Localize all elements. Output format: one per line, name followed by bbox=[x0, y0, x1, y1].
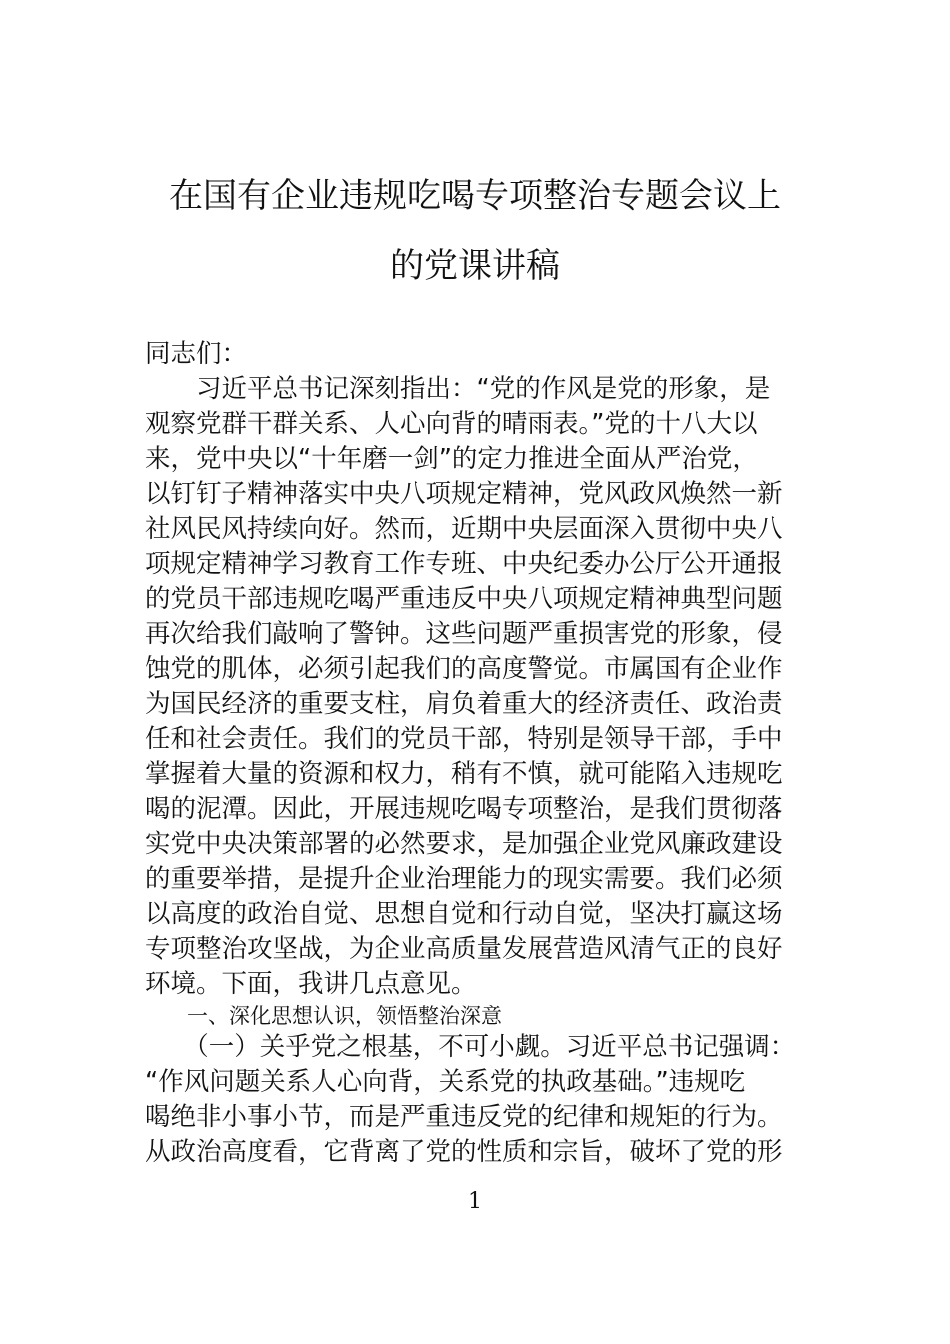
body-line: 任和社会责任。我们的党员干部，特别是领导干部，手中 bbox=[145, 724, 783, 754]
document-title-line-1: 在国有企业违规吃喝专项整治专题会议上 bbox=[169, 176, 781, 216]
body-line: 的党员干部违规吃喝严重违反中央八项规定精神典型问题 bbox=[145, 584, 783, 614]
body-line: 的重要举措，是提升企业治理能力的现实需要。我们必须 bbox=[145, 864, 783, 894]
body-line: 再次给我们敲响了警钟。这些问题严重损害党的形象，侵 bbox=[145, 619, 783, 649]
page-number: 1 bbox=[468, 1189, 482, 1214]
body-line: 社风民风持续向好。然而，近期中央层面深入贯彻中央八 bbox=[145, 514, 783, 544]
document-title-line-2: 的党课讲稿 bbox=[390, 246, 560, 286]
body-line: 以钉钉子精神落实中央八项规定精神，党风政风焕然一新 bbox=[145, 479, 783, 509]
body-line: 实党中央决策部署的必然要求，是加强企业党风廉政建设 bbox=[145, 829, 783, 859]
body-line: 环境。下面，我讲几点意见。 bbox=[145, 969, 477, 999]
body-line: 观察党群干群关系、人心向背的晴雨表。”党的十八大以 bbox=[145, 409, 758, 439]
body-line: 以高度的政治自觉、思想自觉和行动自觉，坚决打赢这场 bbox=[145, 899, 783, 929]
body-line: 专项整治攻坚战，为企业高质量发展营造风清气正的良好 bbox=[145, 934, 783, 964]
body-line: 习近平总书记深刻指出：“党的作风是党的形象，是 bbox=[145, 374, 771, 404]
section-heading: 一、深化思想认识，领悟整治深意 bbox=[145, 1004, 502, 1028]
body-line: 为国民经济的重要支柱，肩负着重大的经济责任、政治责 bbox=[145, 689, 783, 719]
subsection-line: 从政治高度看，它背离了党的性质和宗旨，破坏了党的形 bbox=[145, 1137, 783, 1167]
subsection-line: “作风问题关系人心向背，关系党的执政基础。”违规吃 bbox=[145, 1067, 746, 1097]
subsection-line: （一）关乎党之根基，不可小觑。习近平总书记强调： bbox=[145, 1032, 796, 1062]
body-line: 掌握着大量的资源和权力，稍有不慎，就可能陷入违规吃 bbox=[145, 759, 783, 789]
body-line: 来，党中央以“十年磨一剑”的定力推进全面从严治党， bbox=[145, 444, 758, 474]
body-line: 喝的泥潭。因此，开展违规吃喝专项整治，是我们贯彻落 bbox=[145, 794, 783, 824]
body-line: 蚀党的肌体，必须引起我们的高度警觉。市属国有企业作 bbox=[145, 654, 783, 684]
subsection-line: 喝绝非小事小节，而是严重违反党的纪律和规矩的行为。 bbox=[145, 1102, 783, 1132]
salutation: 同志们： bbox=[145, 339, 248, 369]
body-line: 项规定精神学习教育工作专班、中央纪委办公厅公开通报 bbox=[145, 549, 783, 579]
